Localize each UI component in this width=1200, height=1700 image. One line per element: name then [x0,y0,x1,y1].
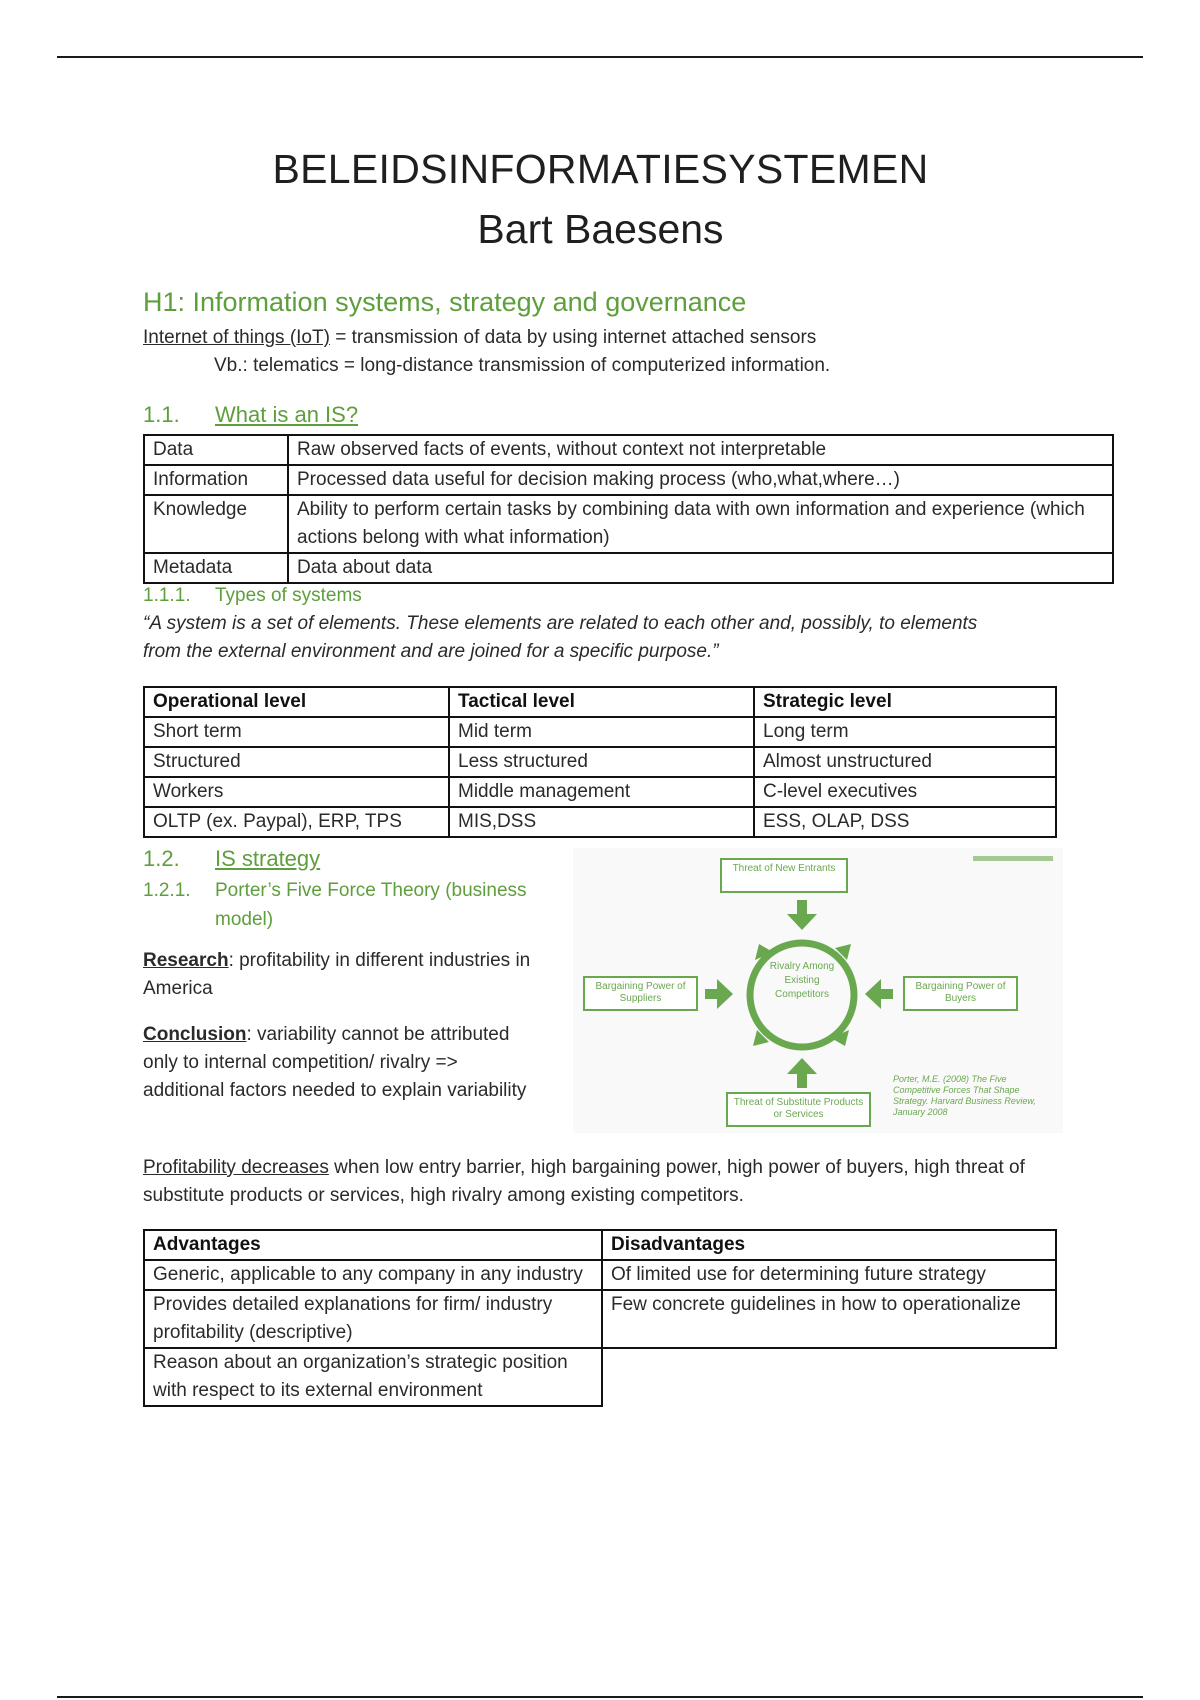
section-1-2-heading [143,846,321,872]
def-cell: Data about data [288,553,1113,583]
table-row [144,717,1056,747]
chapter-heading: H1: Information systems, strategy and governance [143,287,747,317]
table-header-row [144,1230,1056,1260]
table-cell: Few concrete guidelines in how to operationalize [602,1290,1056,1348]
table-cell: Less structured [449,747,754,777]
table-row [144,495,1113,553]
conclusion-paragraph [143,1021,543,1105]
def-cell: Ability to perform certain tasks by combining data with own information and experience (which actions belong with what information) [288,495,1113,553]
section-1-1-number: 1.1. [143,402,180,427]
iot-term: Internet of things (IoT) [143,327,330,348]
term-cell: Metadata [144,553,288,583]
telematics-example: Vb.: telematics = long-distance transmission of computerized information. [214,355,831,376]
systems-level-table [143,686,1057,838]
table-cell: Structured [144,747,449,777]
substitutes-box: Threat of Substitute Products or Services [726,1092,871,1127]
empty-cell [602,1348,1056,1406]
bottom-rule [57,1696,1143,1698]
table-cell: C-level executives [754,777,1056,807]
def-cell: Processed data useful for decision making process (who,what,where…) [288,465,1113,495]
threat-new-entrants-box: Threat of New Entrants [720,858,848,893]
research-paragraph [143,947,543,1003]
column-header: Disadvantages [602,1230,1056,1260]
table-row [144,435,1113,465]
research-label: Research [143,950,229,971]
iot-def: = transmission of data by using internet attached sensors [329,327,817,348]
is-definitions-table [143,434,1114,584]
profitability-text: when low entry barrier, high bargaining power, high power of buyers, high threat of substitute products or services, high rivalry among existing competitors. [143,1157,1025,1206]
section-1-1-heading [143,402,359,428]
table-row [144,1290,1056,1348]
arrow-up-shaft [797,1072,807,1088]
column-header: Strategic level [754,687,1056,717]
section-1-2-1-title: Porter’s Five Force Theory (business model) [215,880,527,930]
column-header: Tactical level [449,687,754,717]
table-row [144,1348,1056,1406]
profitability-paragraph [143,1154,1043,1210]
table-cell: Provides detailed explanations for firm/ industry profitability (descriptive) [144,1290,602,1348]
profitability-label: Profitability decreases [143,1157,329,1178]
column-header: Advantages [144,1230,602,1260]
def-cell: Raw observed facts of events, without context not interpretable [288,435,1113,465]
section-1-1-1-number: 1.1.1. [143,585,191,606]
term-cell: Data [144,435,288,465]
arrow-down-shaft [797,900,807,916]
conclusion-text: : variability cannot be attributed only to internal competition/ rivalry => additional factors needed to explain variability [143,1024,527,1101]
table-row [144,553,1113,583]
section-1-1-1-title: Types of systems [215,585,362,606]
section-1-1-1-heading [143,585,362,607]
table-cell: ESS, OLAP, DSS [754,807,1056,837]
pros-cons-table [143,1229,1057,1407]
arrow-left-head [865,979,881,1009]
table-row [144,465,1113,495]
supplier-power-box: Bargaining Power of Suppliers [583,976,698,1011]
arrow-up-head [787,1058,817,1074]
iot-definition [143,324,816,352]
section-1-2-1-number: 1.2.1. [143,880,191,901]
document-author: Bart Baesens [477,206,724,252]
table-cell: Long term [754,717,1056,747]
rivalry-label: Rivalry Among Existing Competitors [769,961,835,1000]
research-text: : profitability in different industries in America [143,950,531,999]
top-rule [57,56,1143,58]
system-definition-quote: “A system is a set of elements. These elements are related to each other and, possibly, to elements from the external environment and are joined for a specific purpose.” [143,613,978,662]
table-cell: Short term [144,717,449,747]
buyer-power-box: Bargaining Power of Buyers [903,976,1018,1011]
five-forces-diagram [573,848,1063,1133]
table-row [144,777,1056,807]
table-cell: OLTP (ex. Paypal), ERP, TPS [144,807,449,837]
table-row [144,747,1056,777]
term-cell: Information [144,465,288,495]
arrow-right-head [717,979,733,1009]
table-cell: Generic, applicable to any company in any industry [144,1260,602,1290]
term-cell: Knowledge [144,495,288,553]
diagram-citation: Porter, M.E. (2008) The Five Competitive Forces That Shape Strategy. Harvard Business Review, January 2008 [893,1074,1036,1117]
table-row [144,807,1056,837]
conclusion-label: Conclusion [143,1024,247,1045]
section-1-2-1-heading [143,876,543,934]
table-cell: Almost unstructured [754,747,1056,777]
table-cell: Of limited use for determining future strategy [602,1260,1056,1290]
table-header-row [144,687,1056,717]
section-1-2-title: IS strategy [215,846,321,871]
table-cell: Middle management [449,777,754,807]
arrow-left-shaft [879,989,893,999]
document-title: BELEIDSINFORMATIESYSTEMEN [272,146,929,192]
column-header: Operational level [144,687,449,717]
table-cell: Workers [144,777,449,807]
section-1-2-number: 1.2. [143,846,180,871]
table-row [144,1260,1056,1290]
arrow-right-shaft [705,989,719,999]
arrow-down-head [787,914,817,930]
table-cell: Mid term [449,717,754,747]
table-cell: Reason about an organization’s strategic position with respect to its external environment [144,1348,602,1406]
section-1-1-title: What is an IS? [215,402,359,427]
table-cell: MIS,DSS [449,807,754,837]
